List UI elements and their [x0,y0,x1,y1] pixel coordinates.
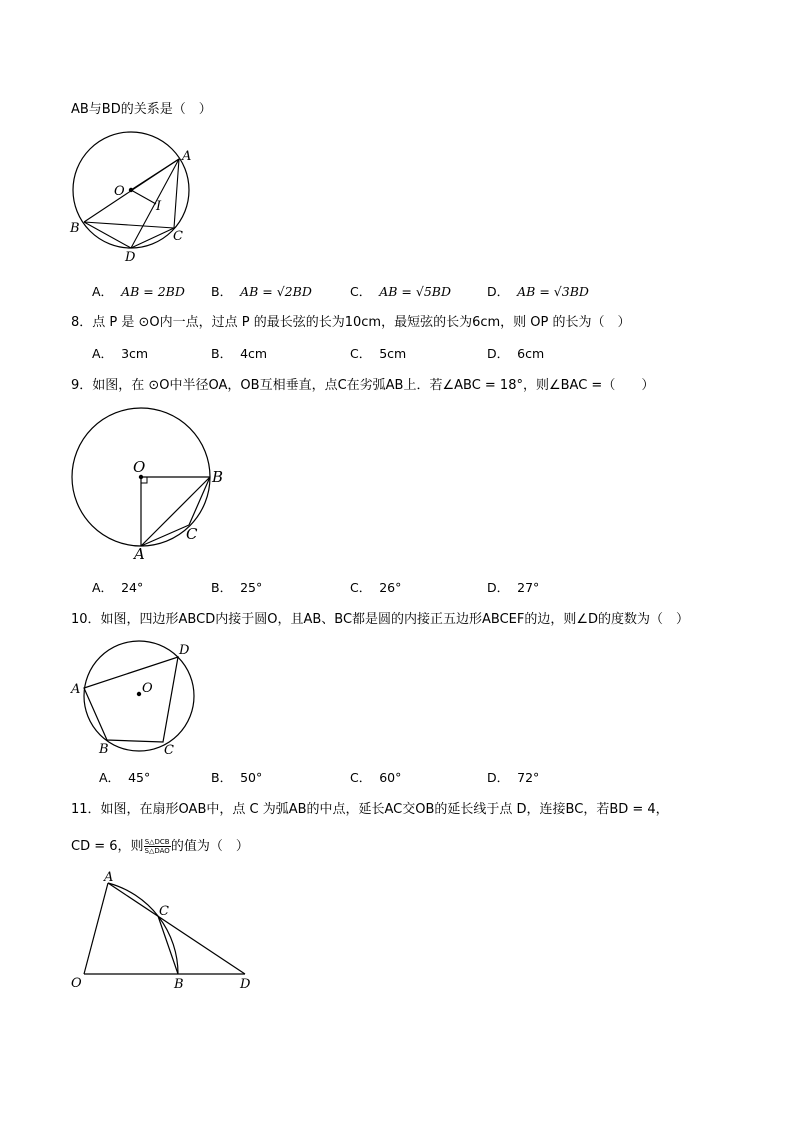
q10-label-c: C [164,743,174,758]
q11-label-b: B [174,977,184,992]
q10-stem: 10．如图，四边形ABCD内接于圆O，且AB、BC都是圆的内接正五边形ABCEF的边，则∠D的度数为（ ） [71,612,690,627]
q7-option-a[interactable]: A． AB = 2BD [92,284,185,299]
q10-option-b[interactable]: B． 50° [211,770,263,785]
q11-frac-denominator: S△DAO [144,847,170,855]
q11-label-a: A [104,870,114,885]
q10-label-o: O [142,681,153,696]
q10-label-d: D [179,643,190,658]
q11-line-oa [84,883,108,974]
q9-label-b: B [212,468,224,486]
q7-option-d[interactable]: D． AB = √3BD [487,284,589,299]
q11-label-c: C [159,904,169,919]
q7-stem: AB与BD的关系是（ ） [71,102,212,117]
q11-stem-pre: CD = 6，则 [71,839,144,854]
q7-label-c: C [173,229,183,244]
q11-line-bc [158,916,178,974]
q7-label-a: A [182,149,192,164]
q8-stem: 8．点 P 是 ⊙O内一点，过点 P 的最长弦的长为10cm，最短弦的长为6cm，则 OP 的长为（ ） [71,315,631,330]
q8-option-a[interactable]: A． 3cm [92,346,149,361]
q7-label-d: D [125,250,136,265]
q11-arc-ab [108,883,178,974]
q7-label-o: O [114,184,125,199]
q7-label-i: I [156,199,162,214]
q11-stem-post: 的值为（ ） [170,839,249,854]
q9-option-a[interactable]: A． 24° [92,580,144,595]
q9-option-b[interactable]: B． 25° [211,580,263,595]
q11-label-d: D [240,977,251,992]
q11-frac-numerator: S△DCB [144,838,170,846]
q9-label-a: A [134,545,145,563]
q8-option-d[interactable]: D． 6cm [487,346,545,361]
q9-label-c: C [186,525,198,543]
q9-option-c[interactable]: C． 26° [350,580,402,595]
q11-label-o: O [71,976,82,991]
q8-option-b[interactable]: B． 4cm [211,346,268,361]
q7-option-c[interactable]: C． AB = √5BD [350,284,451,299]
q8-option-c[interactable]: C． 5cm [350,346,407,361]
q10-label-b: B [99,742,109,757]
q10-option-d[interactable]: D． 72° [487,770,540,785]
q10-option-a[interactable]: A． 45° [99,770,151,785]
q7-option-b[interactable]: B． AB = √2BD [211,284,312,299]
q9-option-d[interactable]: D． 27° [487,580,540,595]
q11-stem-line1: 11．如图，在扇形OAB中，点 C 为弧AB的中点，延长AC交OB的延长线于点 D，连接BC，若BD = 4， [71,802,669,817]
q9-stem: 9．如图，在 ⊙O中半径OA，OB互相垂直，点C在劣弧AB上．若∠ABC = 18°，则∠BAC =（ ） [71,378,655,393]
q10-option-c[interactable]: C． 60° [350,770,402,785]
q9-label-o: O [133,458,146,476]
q7-label-b: B [70,221,80,236]
q10-label-a: A [71,682,81,697]
